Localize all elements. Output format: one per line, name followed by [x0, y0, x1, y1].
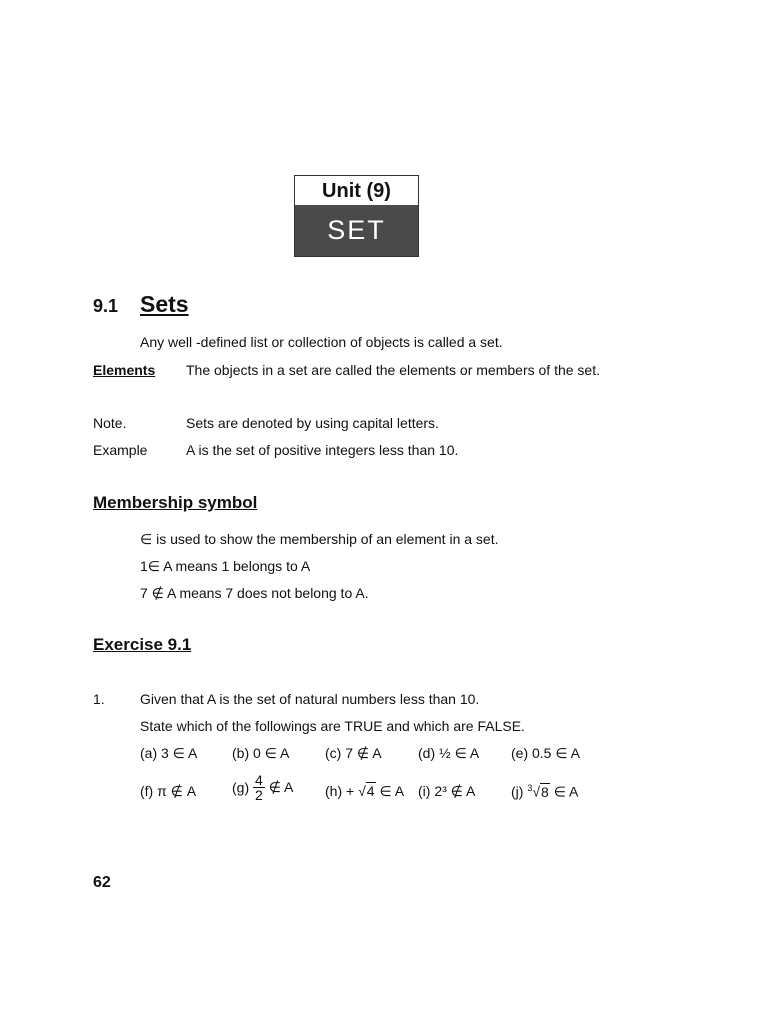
- unit-label: Unit (9): [322, 180, 391, 202]
- root-radicand: 8: [541, 783, 549, 800]
- option-g-prefix: (g): [232, 779, 250, 796]
- note-text: Sets are denoted by using capital letters.: [186, 415, 439, 431]
- example-label: Example: [93, 442, 148, 458]
- question-text: Given that A is the set of natural numbers less than 10.: [140, 691, 480, 707]
- note-label: Note.: [93, 415, 127, 431]
- membership-line: ∈ is used to show the membership of an element in a set.: [140, 531, 499, 547]
- option-h: [325, 783, 404, 800]
- unit-title: SET: [295, 205, 418, 256]
- option-j: [511, 783, 578, 801]
- exercise-heading: Exercise 9.1: [93, 635, 192, 654]
- option-i: (i) 2³ ∉ A: [418, 783, 476, 799]
- question-number: 1.: [93, 691, 105, 707]
- option-f: (f) π ∉ A: [140, 783, 197, 799]
- option-b: (b) 0 ∈ A: [232, 745, 290, 761]
- page-number: 62: [93, 874, 111, 891]
- elements-text: The objects in a set are called the elements or members of the set.: [186, 362, 600, 378]
- option-j-prefix: (j): [511, 783, 524, 800]
- option-j-suffix: ∈ A: [553, 783, 579, 800]
- option-g-suffix: ∉ A: [268, 779, 294, 795]
- cube-root-icon: √: [532, 783, 541, 800]
- set-definition: Any well -defined list or collection of objects is called a set.: [140, 334, 503, 350]
- section-title: Sets: [140, 291, 189, 317]
- root-index: 3: [527, 783, 533, 793]
- membership-line: 1∈ A means 1 belongs to A: [140, 558, 311, 574]
- sqrt-radicand: 4: [366, 783, 375, 799]
- question-instruction: State which of the followings are TRUE and which are FALSE.: [140, 718, 525, 734]
- fraction-numerator: 4: [255, 772, 263, 788]
- membership-line: 7 ∉ A means 7 does not belong to A.: [140, 585, 369, 601]
- fraction: [253, 773, 265, 802]
- option-h-prefix: (h) +: [325, 783, 355, 799]
- section-number: 9.1: [93, 296, 119, 316]
- elements-label: Elements: [93, 362, 156, 378]
- fraction-denominator: 2: [255, 787, 263, 803]
- sqrt-icon: √: [358, 783, 366, 799]
- option-g: [232, 773, 293, 802]
- unit-header: [294, 175, 419, 257]
- option-c: (c) 7 ∉ A: [325, 745, 382, 761]
- option-h-suffix: ∈ A: [379, 783, 405, 799]
- example-text: A is the set of positive integers less than 10.: [186, 442, 459, 458]
- option-a: (a) 3 ∈ A: [140, 745, 198, 761]
- option-e: (e) 0.5 ∈ A: [511, 745, 581, 761]
- option-d: (d) ½ ∈ A: [418, 745, 480, 761]
- membership-heading: Membership symbol: [93, 493, 258, 512]
